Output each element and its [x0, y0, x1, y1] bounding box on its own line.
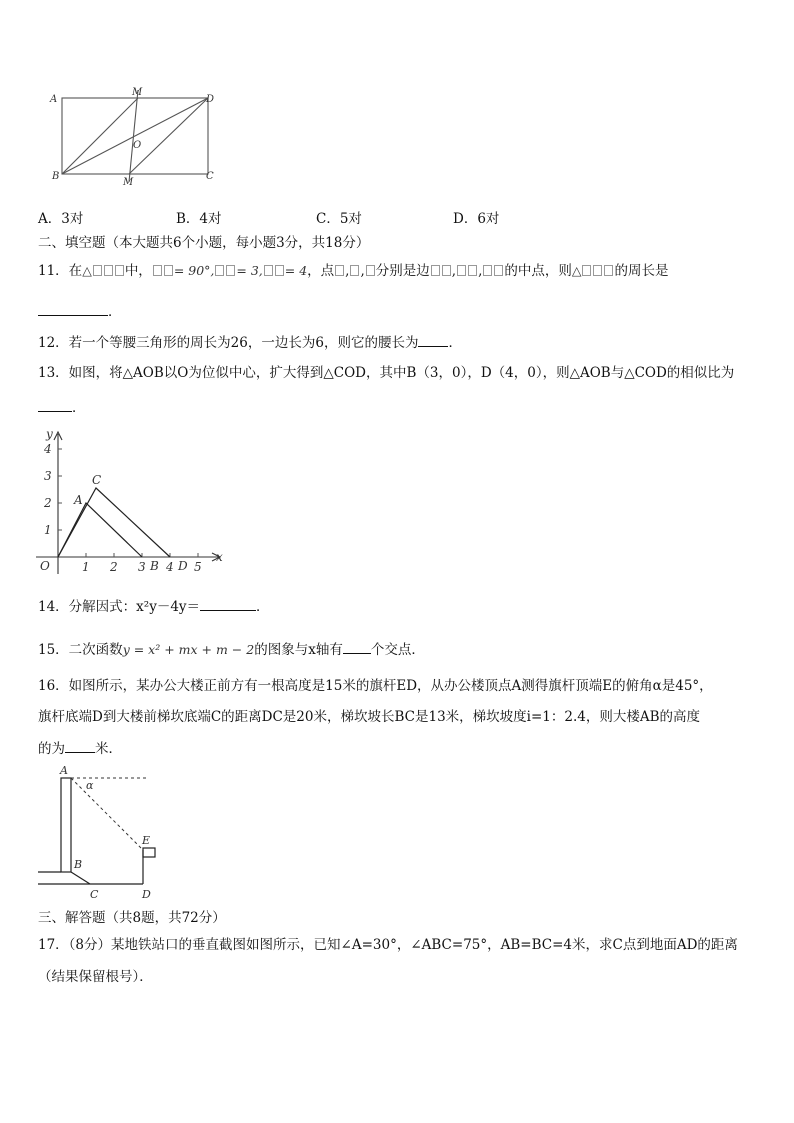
diagonal-bd — [62, 98, 208, 174]
option-a: A．3对 — [38, 211, 84, 227]
y-tick-2: 2 — [44, 496, 52, 510]
q14-blank[interactable] — [200, 597, 256, 611]
q16-end: 米． — [95, 741, 122, 757]
question-16-line-3 — [38, 739, 122, 758]
option-b: B．4对 — [176, 211, 222, 227]
q11-mid2: ，点 — [307, 263, 335, 279]
y-axis-label: y — [46, 427, 53, 441]
section-3-title: 三、解答题（共8题，共72分） — [38, 910, 226, 926]
question-16-line-2: 旗杆底端D到大楼前梯坎底端C的距离DC是20米，梯坎坡长BC是13米，梯坎坡度i=1：2.4，则大楼AB的高度 — [38, 709, 701, 725]
q12-end: ． — [448, 335, 462, 351]
figure-coordinate-triangles — [34, 424, 229, 576]
q15-mid: 的图象与x轴有 — [254, 642, 343, 658]
q11-angle: = 90°, — [173, 263, 215, 278]
x-tick-2: 2 — [110, 560, 118, 574]
q11-end: ． — [108, 304, 122, 320]
label-b: B — [52, 171, 60, 182]
label-m-top: M — [132, 87, 143, 98]
q11-answer-line — [38, 302, 122, 321]
fig3-label-a: A — [60, 764, 68, 777]
label-c: C — [206, 171, 214, 182]
segment-bm — [62, 98, 138, 174]
building-ab — [61, 778, 71, 872]
q11-cond2: = 3, — [236, 263, 263, 278]
label-d: D — [206, 94, 215, 105]
q12-blank[interactable] — [418, 333, 448, 347]
x-axis-label: x — [216, 550, 223, 564]
q15-prefix: 15．二次函数 — [38, 642, 123, 658]
point-c-label: C — [92, 473, 102, 487]
question-11: 11．在△ 中， = 90°, = 3, = 4，点 , , 分别是边 , , 的中点，则△ 的周长是 — [38, 263, 669, 279]
fig3-label-alpha: α — [86, 779, 94, 792]
fig3-label-e: E — [142, 834, 151, 847]
slope-bc — [71, 872, 90, 884]
q11-mid1: 中， — [124, 263, 152, 279]
y-tick-1: 1 — [44, 523, 52, 537]
segment-md — [129, 98, 208, 174]
q11-prefix: 11．在 — [38, 263, 83, 279]
q13-answer-line — [38, 398, 86, 417]
q12-text: 12．若一个等腰三角形的周长为26，一边长为6，则它的腰长为 — [38, 335, 419, 351]
q15-end: 个交点． — [370, 642, 425, 658]
q13-blank[interactable] — [38, 398, 72, 412]
q15-blank[interactable] — [343, 640, 371, 654]
flag — [143, 848, 155, 857]
q14-text: 14．分解因式：x²y－4y＝ — [38, 599, 201, 615]
label-m-bottom: M — [123, 177, 134, 188]
q13-end: ． — [72, 400, 86, 416]
option-c: C．5对 — [316, 211, 362, 227]
question-15 — [38, 640, 425, 659]
q15-formula: y = x² + mx + m − 2 — [122, 642, 255, 657]
q11-blank[interactable] — [38, 302, 108, 316]
fig3-label-c: C — [90, 888, 99, 901]
fig3-label-d: D — [142, 888, 151, 901]
depression-sightline — [71, 778, 143, 850]
q11-triangle-2: △ — [571, 263, 582, 278]
q14-end: ． — [256, 599, 270, 615]
figure-rectangle-abcd — [40, 86, 230, 190]
x-tick-1: 1 — [82, 560, 90, 574]
q11-mid3: 分别是边 — [375, 263, 430, 279]
q16-blank[interactable] — [65, 739, 95, 753]
point-b-label: B — [150, 559, 159, 573]
question-14 — [38, 597, 270, 616]
q11-triangle: △ — [82, 263, 92, 278]
y-tick-3: 3 — [44, 469, 52, 483]
x-tick-3: 3 — [138, 560, 146, 574]
question-13: 13．如图，将△AOB以O为位似中心，扩大得到△COD，其中B（3，0），D（4，0），则△AOB与△COD的相似比为 — [38, 365, 735, 381]
figure-building-flagpole — [36, 764, 166, 904]
x-tick-4: 4 — [166, 560, 174, 574]
q11-cond3: = 4 — [284, 263, 308, 278]
origin-label: O — [40, 559, 50, 573]
q16-prefix: 的为 — [38, 741, 65, 757]
point-d-label: D — [178, 559, 188, 573]
triangle-aob — [58, 503, 142, 557]
label-o: O — [133, 140, 142, 151]
question-17-line-2: （结果保留根号）． — [38, 969, 153, 985]
q11-suffix: 的周长是 — [614, 263, 669, 279]
point-a-label: A — [74, 493, 83, 507]
option-d: D．6对 — [453, 211, 500, 227]
x-tick-5: 5 — [194, 560, 202, 574]
section-2-title: 二、填空题（本大题共6个小题，每小题3分，共18分） — [38, 235, 370, 251]
fig3-label-b: B — [74, 858, 83, 871]
question-17-line-1: 17．（8分）某地铁站口的垂直截图如图所示，已知∠A=30°，∠ABC=75°，AB=BC=4米，求C点到地面AD的距离 — [38, 937, 738, 953]
label-a: A — [50, 94, 58, 105]
question-12 — [38, 333, 462, 352]
y-tick-4: 4 — [44, 442, 52, 456]
question-16-line-1: 16．如图所示，某办公大楼正前方有一根高度是15米的旗杆ED，从办公楼顶点A测得旗杆顶端E的俯角α是45°， — [38, 678, 713, 694]
segment-mm — [129, 90, 138, 182]
q11-mid4: 的中点，则 — [504, 263, 572, 279]
